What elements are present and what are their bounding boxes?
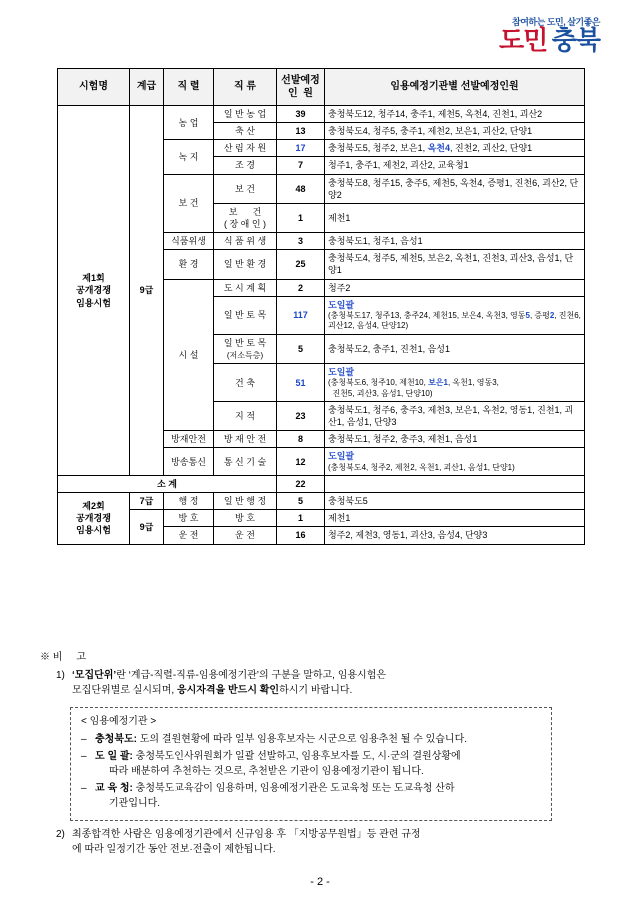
dash-marker: – xyxy=(81,734,87,745)
notes-heading: ※ 비 고 xyxy=(40,652,86,663)
logo-word-domin: 도민 xyxy=(498,25,548,55)
th-series: 직 렬 xyxy=(164,69,214,106)
note-2-text-a: 최종합격한 사람은 임용예정기관에서 신규임용 후 「지방공무원법」등 관련 규정 xyxy=(72,828,421,840)
cell-type: 보 건 xyxy=(214,174,277,203)
cell-type: 건 축 xyxy=(214,364,277,402)
note-1-emphasis: 응시자격을 반드시 확인 xyxy=(176,685,280,696)
cell-series: 환 경 xyxy=(164,250,214,279)
cell-series: 방송통신 xyxy=(164,448,214,476)
cell-count: 25 xyxy=(277,250,325,279)
cell-type: 운 전 xyxy=(214,527,277,544)
note-item-1 xyxy=(40,668,606,699)
cell-series: 방 호 xyxy=(164,510,214,527)
agency-text: 도의 결원현황에 따라 일부 임용후보자는 시군으로 임용추천 될 수 있습니다. xyxy=(139,734,468,745)
cell-series: 운 전 xyxy=(164,527,214,544)
cell-series: 식품위생 xyxy=(164,233,214,250)
cell-exam1-grade: 9급 xyxy=(130,106,164,476)
th-exam-name: 시험명 xyxy=(58,69,130,106)
cell-type: 일 반 농 업 xyxy=(214,106,277,123)
agency-text: 충청북도인사위원회가 일괄 선발하고, 임용후보자를 도, 시·군의 결원상황에 xyxy=(135,750,461,762)
th-grade: 계급 xyxy=(130,69,164,106)
agency-label: 교 육 청: xyxy=(95,782,133,794)
agency-box-row xyxy=(81,781,541,812)
cell-type: 일 반 토 목 (저소득층) xyxy=(214,334,277,364)
cell-agencies: 충청북도1, 청주1, 음성1 xyxy=(325,233,585,250)
cell-series: 시 설 xyxy=(164,279,214,431)
cell-type: 일 반 행 정 xyxy=(214,493,277,510)
agency-bundle-label: 도일괄 xyxy=(328,299,355,310)
cell-count: 23 xyxy=(277,402,325,431)
cell-count: 8 xyxy=(277,431,325,448)
cell-type: 산 림 자 원 xyxy=(214,140,277,157)
table-row xyxy=(58,510,585,527)
note-1-text-b: 모집단위별로 실시되며, xyxy=(72,685,177,696)
cell-agencies: 도일괄 (충청북도6, 청주10, 제천10, 보은1, 옥천1, 영동3, 진천5, 괴산3, 음성1, 단양10) xyxy=(325,364,585,402)
cell-subtotal-empty xyxy=(325,476,585,493)
cell-agencies: 충청북도5 xyxy=(325,493,585,510)
cell-agencies: 충청북도4, 청주5, 충주1, 제천2, 보은1, 괴산2, 단양1 xyxy=(325,123,585,140)
cell-agencies: 도일괄 (충청북도17, 청주13, 충주24, 제천15, 보은4, 옥천3, 영동5, 증평2, 진천6, 괴산12, 음성4, 단양12) xyxy=(325,296,585,334)
agency-text-2: 따라 배분하여 추천하는 것으로, 추천받은 기관이 임용예정기관이 됩니다. xyxy=(109,766,424,777)
agency-label: 충청북도: xyxy=(95,734,137,745)
note-1-marker: 1) xyxy=(56,669,65,681)
cell-agencies: 제천1 xyxy=(325,510,585,527)
cell-count: 17 xyxy=(277,140,325,157)
agency-box-title: < 임용예정기관 > xyxy=(81,715,157,727)
note-item-2 xyxy=(40,827,606,858)
agency-box-row xyxy=(81,749,541,780)
cell-count: 1 xyxy=(277,203,325,232)
cell-type: 일 반 환 경 xyxy=(214,250,277,279)
agency-info-box xyxy=(70,707,552,821)
th-agencies: 임용예정기관별 선발예정인원 xyxy=(325,69,585,106)
cell-series: 녹 지 xyxy=(164,140,214,174)
page-number: - 2 - xyxy=(310,876,330,888)
cell-agencies: 충청북도1, 청주6, 충주3, 제천3, 보은1, 옥천2, 영동1, 진천1, 괴산1, 음성1, 단양3 xyxy=(325,402,585,431)
cell-agencies: 충청북도8, 청주15, 충주5, 제천5, 옥천4, 증평1, 진천6, 괴산2, 단양2 xyxy=(325,174,585,203)
cell-series: 보 건 xyxy=(164,174,214,233)
cell-type: 도 시 계 획 xyxy=(214,279,277,296)
cell-count: 5 xyxy=(277,493,325,510)
agency-box-row xyxy=(81,732,541,748)
cell-series: 농 업 xyxy=(164,106,214,140)
cell-agencies: 충청북도12, 청주14, 충주1, 제천5, 옥천4, 진천1, 괴산2 xyxy=(325,106,585,123)
th-count: 선발예정 인 원 xyxy=(277,69,325,106)
logo-wordmark xyxy=(499,27,600,53)
cell-agencies: 제천1 xyxy=(325,203,585,232)
cell-count: 2 xyxy=(277,279,325,296)
cell-count: 5 xyxy=(277,334,325,364)
cell-count: 13 xyxy=(277,123,325,140)
recruitment-table xyxy=(57,68,585,545)
cell-agencies: 충청북도4, 청주5, 제천5, 보은2, 옥천1, 진천3, 괴산3, 음성1, 단양1 xyxy=(325,250,585,279)
cell-count: 7 xyxy=(277,157,325,174)
agency-text-2: 기관입니다. xyxy=(109,798,161,809)
cell-type: 방 호 xyxy=(214,510,277,527)
dash-marker: – xyxy=(81,782,87,794)
cell-grade: 7급 xyxy=(130,493,164,510)
cell-count: 48 xyxy=(277,174,325,203)
note-2-text-b: 에 따라 일정기간 동안 전보·전출이 제한됩니다. xyxy=(72,844,276,855)
cell-subtotal-count: 22 xyxy=(277,476,325,493)
agency-bundle-label: 도일괄 xyxy=(328,367,355,378)
note-1-text-a: 란 ‘계급-직렬-직류-임용예정기관’의 구분을 말하고, 임용시험은 xyxy=(116,669,387,681)
table-subtotal-row xyxy=(58,476,585,493)
cell-count: 16 xyxy=(277,527,325,544)
note-1-term: ‘모집단위’ xyxy=(72,669,117,681)
cell-agencies: 충청북도5, 청주2, 보은1, 옥천4, 진천2, 괴산2, 단양1 xyxy=(325,140,585,157)
cell-count: 51 xyxy=(277,364,325,402)
cell-count: 12 xyxy=(277,448,325,476)
cell-agencies: 청주2 xyxy=(325,279,585,296)
agency-bundle-label: 도일괄 xyxy=(328,451,355,462)
table-row xyxy=(58,493,585,510)
cell-type: 식 품 위 생 xyxy=(214,233,277,250)
cell-type: 통 신 기 술 xyxy=(214,448,277,476)
organization-logo xyxy=(499,18,600,53)
agency-text: 충청북도교육감이 임용하며, 임용예정기관은 도교육청 또는 도교육청 산하 xyxy=(135,782,455,794)
cell-exam2-name: 제2회 공개경쟁 임용시험 xyxy=(58,493,130,544)
cell-grade: 9급 xyxy=(130,510,164,544)
note-1-text-c: 하시기 바랍니다. xyxy=(279,685,353,696)
cell-count: 3 xyxy=(277,233,325,250)
cell-series: 방재안전 xyxy=(164,431,214,448)
cell-count: 1 xyxy=(277,510,325,527)
dash-marker: – xyxy=(81,750,87,762)
cell-type: 조 경 xyxy=(214,157,277,174)
table-header-row xyxy=(58,69,585,106)
cell-type: 방 재 안 전 xyxy=(214,431,277,448)
cell-agencies: 청주1, 충주1, 제천2, 괴산2, 교육청1 xyxy=(325,157,585,174)
cell-exam1-name: 제1회 공개경쟁 임용시험 xyxy=(58,106,130,476)
cell-type: 축 산 xyxy=(214,123,277,140)
logo-word-chungbuk: 충북 xyxy=(551,25,600,55)
cell-agencies: 충청북도2, 충주1, 진천1, 음성1 xyxy=(325,334,585,364)
cell-count: 39 xyxy=(277,106,325,123)
cell-count: 117 xyxy=(277,296,325,334)
note-2-marker: 2) xyxy=(56,828,65,840)
logo-tagline: 참여하는 도민, 살기좋은 xyxy=(512,17,600,27)
th-type: 직 류 xyxy=(214,69,277,106)
cell-type: 일 반 토 목 xyxy=(214,296,277,334)
cell-agencies: 충청북도1, 청주2, 충주3, 제천1, 음성1 xyxy=(325,431,585,448)
agency-label: 도 일 괄: xyxy=(95,750,133,762)
cell-type: 보 건 ( 장 애 인 ) xyxy=(214,203,277,232)
cell-agencies: 청주2, 제천3, 영동1, 괴산3, 음성4, 단양3 xyxy=(325,527,585,544)
notes-section xyxy=(40,650,606,858)
cell-agencies: 도일괄 (충청북도4, 청주2, 제천2, 옥천1, 괴산1, 음성1, 단양1) xyxy=(325,448,585,476)
cell-type: 지 적 xyxy=(214,402,277,431)
table-row xyxy=(58,106,585,123)
cell-series: 행 정 xyxy=(164,493,214,510)
cell-subtotal-label: 소 계 xyxy=(58,476,277,493)
